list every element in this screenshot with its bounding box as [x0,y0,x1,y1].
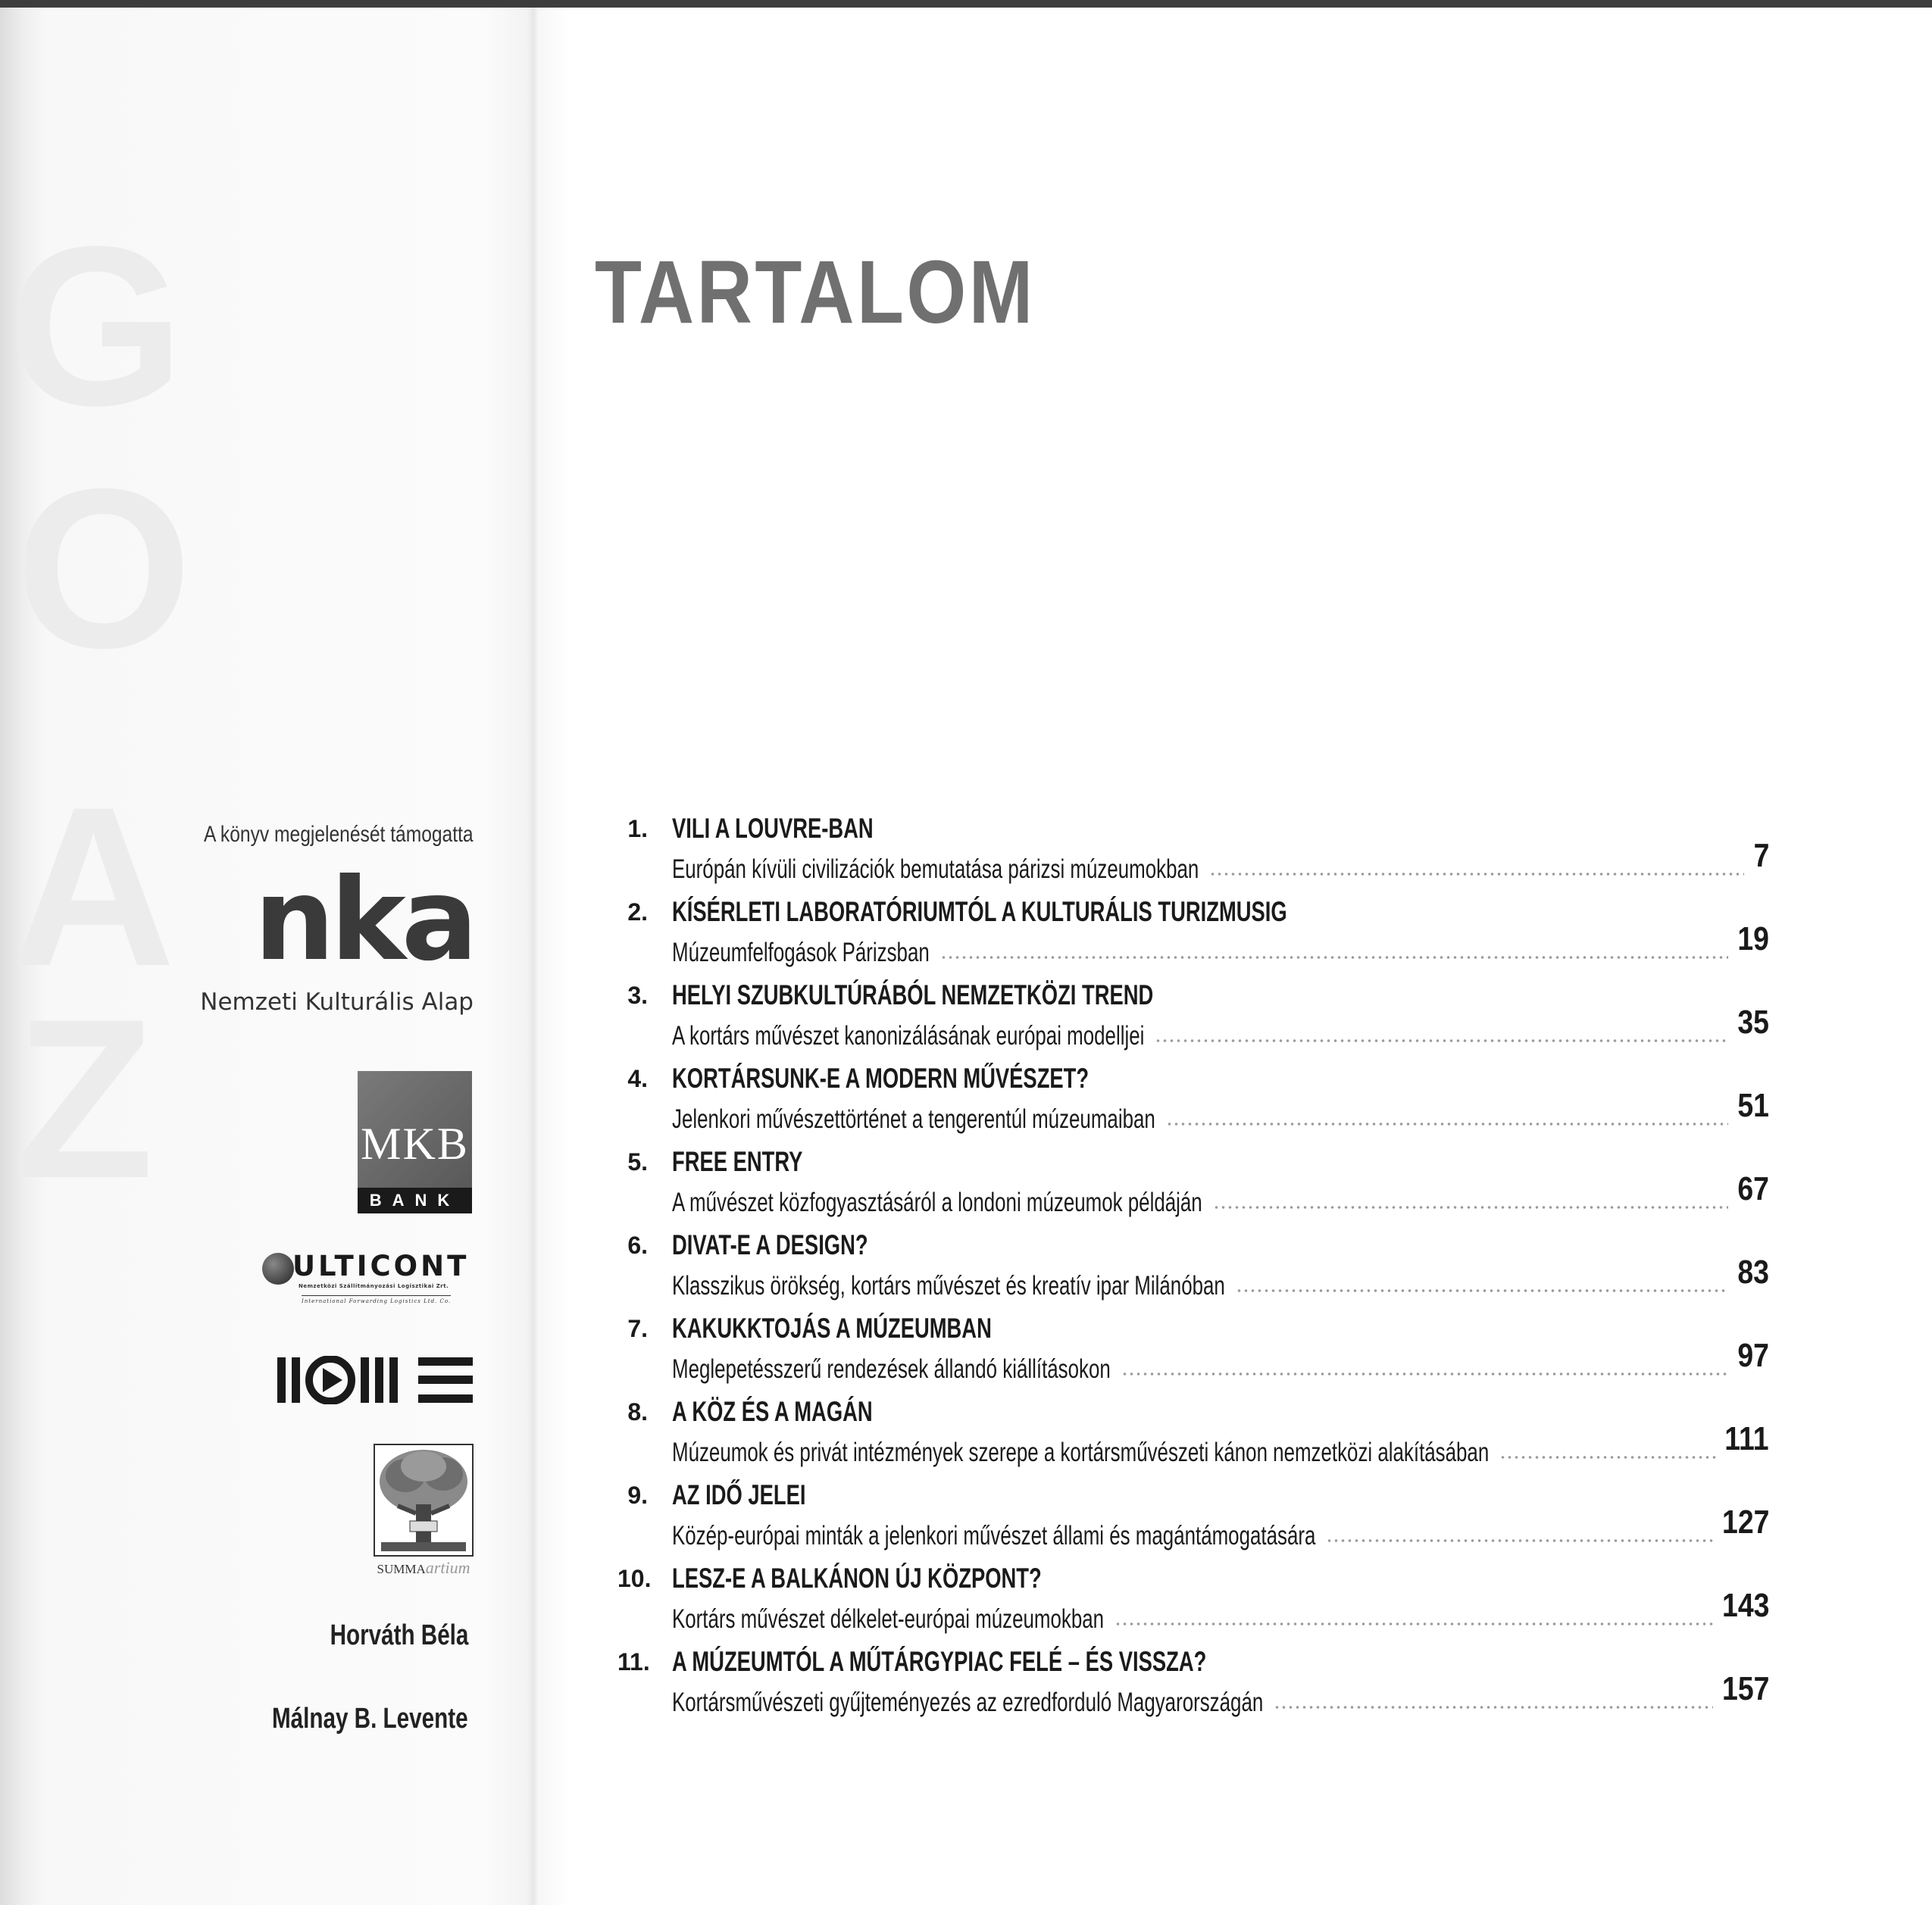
mome-logo [277,1356,476,1404]
toc-page-number: 157 [1721,1670,1769,1707]
summa-suffix: artium [425,1558,470,1577]
toc-chapter-number: 5. [627,1148,648,1176]
toc-dot-leader [1121,1372,1729,1376]
toc-chapter-title: A MÚZEUMTÓL A MŰTÁRGYPIAC FELÉ – ÉS VISSZA? [672,1646,1207,1677]
bleed-through-shape: G [8,198,185,453]
mkb-bank-logo [358,1071,472,1213]
author-name: Málnay B. Levente [272,1703,468,1735]
toc-chapter-subtitle: A művészet közfogyasztásáról a londoni múzeumok példáján [672,1188,1202,1217]
toc-chapter-number: 3. [627,982,648,1009]
toc-chapter-number: 1. [627,815,648,842]
toc-chapter-title: KAKUKKTOJÁS A MÚZEUMBAN [672,1313,992,1344]
toc-page-number: 19 [1737,920,1769,957]
toc-page-number: 51 [1737,1087,1769,1124]
toc-page-number: 67 [1737,1170,1769,1207]
toc-chapter-subtitle-wrap [672,1438,1776,1468]
toc-chapter-subtitle-wrap [672,1354,1265,1385]
toc-page-number: 111 [1724,1420,1769,1457]
toc-chapter-subtitle-wrap [672,1604,1255,1635]
mkb-logo-text: MKB [361,1119,469,1169]
toc-chapter-subtitle-wrap [672,1688,1471,1718]
bleed-through-shape: Z [15,971,155,1226]
toc-chapter-subtitle: Meglepetésszerű rendezések állandó kiállításokon [672,1354,1111,1384]
nka-logo: nka [254,854,474,986]
scan-top-edge [0,0,1932,8]
nka-name: Nemzeti Kulturális Alap [200,988,474,1016]
toc-chapter-subtitle-wrap [672,938,1020,968]
toc-dot-leader [1114,1622,1713,1626]
tree-icon [375,1445,472,1555]
toc-chapter-subtitle-wrap [672,1021,1310,1051]
multicont-name: ULTICONT [292,1250,470,1282]
multicont-tagline-en: International Forwarding Logistics Ltd. Co. [302,1295,451,1304]
toc-chapter-subtitle: A kortárs művészet kanonizálásának európai modelljei [672,1021,1145,1051]
toc-dot-leader [1209,872,1744,876]
toc-chapter-title: VILI A LOUVRE-BAN [672,813,874,844]
mkb-logo-band: BANK [358,1188,472,1213]
toc-chapter-number: 10. [617,1565,652,1592]
toc-chapter-subtitle-wrap [672,1521,1542,1551]
toc-page-number: 143 [1721,1587,1769,1624]
toc-dot-leader [1236,1288,1729,1293]
toc-chapter-subtitle: Kortárs művészet délkelet-európai múzeumokban [672,1604,1105,1634]
toc-entry [617,1557,1769,1640]
toc-chapter-subtitle: Kortársművészeti gyűjteményezés az ezredforduló Magyarországán [672,1688,1264,1717]
toc-chapter-subtitle: Jelenkori művészettörténet a tengerentúl múzeumaiban [672,1104,1155,1134]
toc-chapter-subtitle-wrap [672,1271,1419,1301]
toc-chapter-subtitle: Múzeumfelfogások Párizsban [672,938,930,967]
toc-dot-leader [1213,1205,1729,1210]
toc-dot-leader [1155,1038,1728,1043]
toc-chapter-title: KÍSÉRLETI LABORATÓRIUMTÓL A KULTURÁLIS TURIZMUSIG [672,896,1287,927]
toc-page-number: 7 [1753,837,1769,874]
toc-chapter-number: 9. [627,1482,648,1509]
toc-page-number: 35 [1737,1004,1769,1041]
toc-chapter-title: HELYI SZUBKULTÚRÁBÓL NEMZETKÖZI TREND [672,979,1154,1010]
bleed-through-shape: O [15,441,192,695]
toc-chapter-number: 4. [627,1065,648,1092]
toc-chapter-title: A KÖZ ÉS A MAGÁN [672,1396,873,1427]
toc-chapter-number: 6. [627,1232,648,1259]
toc-chapter-subtitle: Európán kívüli civilizációk bemutatása párizsi múzeumokban [672,854,1199,884]
toc-chapter-number: 8. [627,1398,648,1426]
toc-chapter-subtitle: Klasszikus örökség, kortárs művészet és kreatív ipar Milánóban [672,1271,1225,1301]
toc-entry [617,1057,1769,1140]
page-title: TARTALOM [595,242,1036,342]
toc-chapter-number: 11. [617,1648,650,1675]
toc-chapter-subtitle-wrap [672,854,1384,885]
multicont-logo [262,1248,474,1309]
multicont-tagline-hu: Nemzetközi Szállítmányozási Logisztikai Zrt. [299,1283,449,1289]
summa-artium-text [374,1558,474,1578]
book-gutter [527,8,539,1905]
toc-page-number: 83 [1737,1254,1769,1291]
toc-chapter-subtitle-wrap [672,1104,1325,1135]
summa-artium-logo [374,1444,474,1557]
toc-chapter-subtitle: Közép-európai minták a jelenkori művészet állami és magántámogatására [672,1521,1316,1551]
toc-chapter-subtitle: Múzeumok és privát intézmények szerepe a kortársművészeti kánon nemzetközi alakításában [672,1438,1490,1467]
toc-dot-leader [1499,1455,1715,1460]
toc-entry [617,1390,1769,1473]
toc-chapter-title: LESZ-E A BALKÁNON ÚJ KÖZPONT? [672,1563,1042,1594]
toc-dot-leader [1326,1538,1712,1543]
bleed-through-shape: A [11,759,176,1013]
toc-dot-leader [1166,1122,1729,1126]
toc-chapter-title: AZ IDŐ JELEI [672,1479,806,1510]
toc-chapter-subtitle-wrap [672,1188,1389,1218]
toc-page-number: 127 [1721,1504,1769,1541]
globe-icon [262,1253,294,1285]
support-label: A könyv megjelenését támogatta [204,822,474,847]
summa-prefix: SUMMA [377,1562,426,1576]
toc-chapter-title: FREE ENTRY [672,1146,803,1177]
toc-chapter-number: 2. [627,898,648,926]
toc-chapter-number: 7. [627,1315,648,1342]
toc-page-number: 97 [1737,1337,1769,1374]
toc-entry [617,1307,1769,1390]
toc-entry [617,890,1769,973]
toc-entry [617,973,1769,1057]
toc-entry [617,1640,1769,1723]
toc-chapter-title: DIVAT-E A DESIGN? [672,1229,868,1260]
toc-entry [617,807,1769,890]
toc-dot-leader [1274,1705,1712,1710]
toc-chapter-title: KORTÁRSUNK-E A MODERN MŰVÉSZET? [672,1063,1089,1094]
toc-entry [617,1140,1769,1223]
toc-entry [617,1223,1769,1307]
toc-dot-leader [940,955,1729,960]
toc-entry [617,1473,1769,1557]
author-name: Horváth Béla [330,1619,468,1651]
